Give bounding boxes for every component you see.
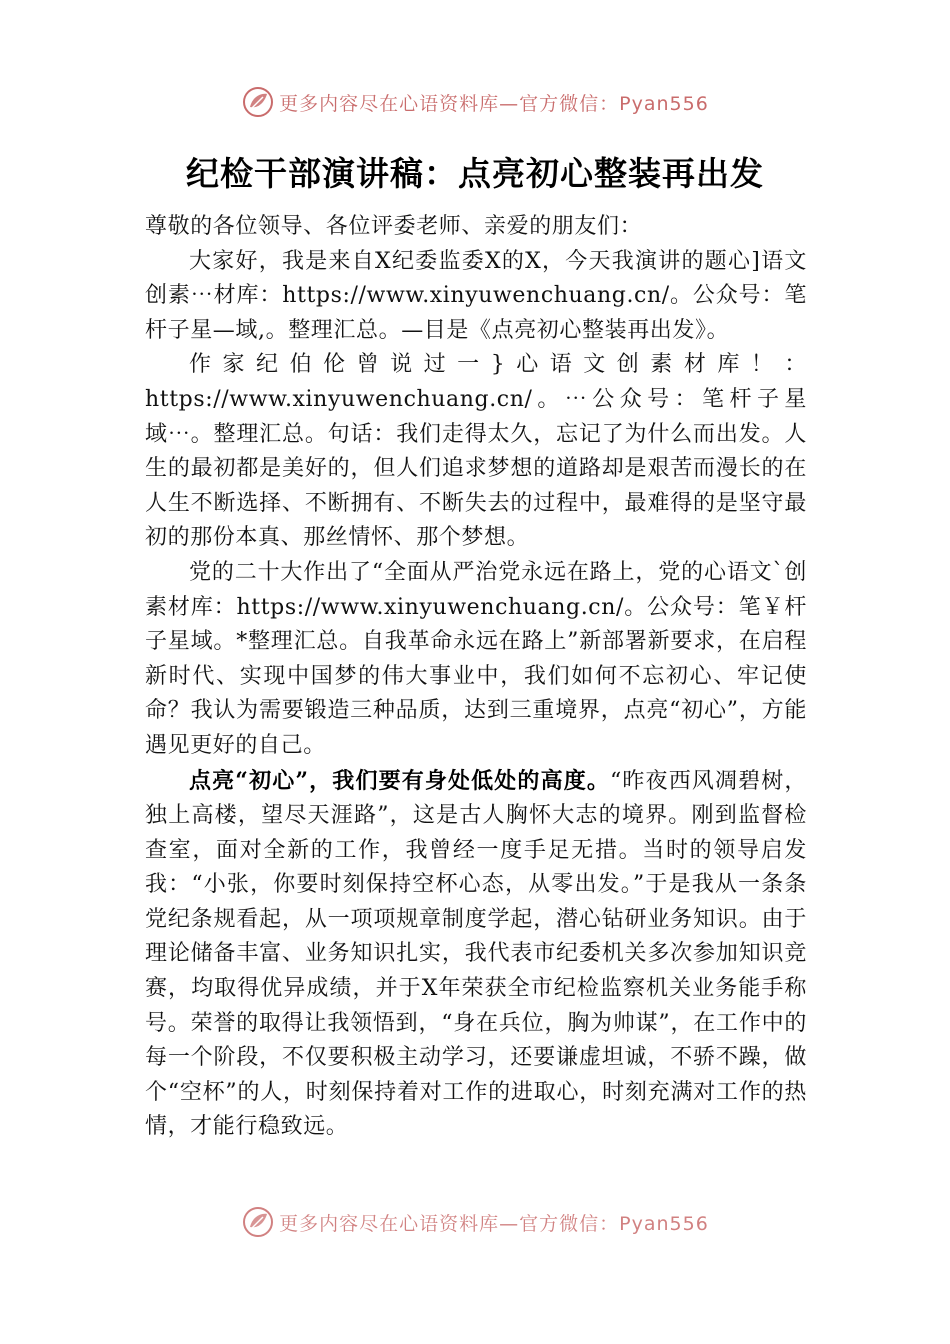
header-banner-text: 更多内容尽在心语资料库—官方微信：Pyan556: [279, 92, 709, 115]
paragraph-4-lead: 点亮“初心”，我们要有身处低处的高度。: [189, 767, 611, 794]
leaf-logo-icon: [241, 1205, 275, 1239]
header-watermark-banner: [0, 80, 950, 124]
document-title: 纪检干部演讲稿：点亮初心整装再出发: [186, 154, 764, 193]
leaf-logo-icon: [241, 85, 275, 119]
footer-watermark-banner: [0, 1200, 950, 1244]
paragraph-1: 大家好，我是来自X纪委监委X的X，今天我演讲的题心]语文创素⋯材库：https://www.xinyuwenchuang.cn/。公众号：笔杆子星—域,。整理汇总。—目是《点亮初心整装再出发》。: [145, 248, 807, 343]
paragraph-4: [145, 764, 807, 1146]
paragraph-4-text: “昨夜西风凋碧树，独上高楼，望尽天涯路”，这是古人胸怀大志的境界。刚到监督检查室，面对全新的工作，我曾经一度手足无措。当时的领导启发我：“小张，你要时刻保持空杯心态，从零出发。”于是我从一条条党纪条规看起，从一项项规章制度学起，潜心钻研业务知识。由于理论储备丰富、业务知识扎实，我代表市纪委机关多次参加知识竞赛，均取得优异成绩，并于X年荣获全市纪检监察机关业务能手称号。荣誉的取得让我领悟到，“身在兵位，胸为帅谋”，在工作中的每一个阶段，不仅要积极主动学习，还要谦虚坦诚，不骄不躁，做个“空杯”的人，时刻保持着对工作的进取心，时刻充满对工作的热情，才能行稳致远。: [145, 768, 807, 1140]
salutation: 尊敬的各位领导、各位评委老师、亲爱的朋友们：: [145, 214, 643, 239]
document-body: [145, 210, 807, 1145]
paragraph-3: 党的二十大作出了“全面从严治党永远在路上，党的心语文`创素材库：https://www.xinyuwenchuang.cn/。公众号：笔￥杆子星域。*整理汇总。自我革命永远在路上”新部署新要求，在启程新时代、实现中国梦的伟大事业中，我们如何不忘初心、牢记使命？我认为需要锻造三种品质，达到三重境界，点亮“初心”，方能遇见更好的自己。: [145, 559, 807, 758]
footer-banner-text: 更多内容尽在心语资料库—官方微信：Pyan556: [279, 1212, 709, 1235]
paragraph-2: 作家纪伯伦曾说过一}心语文创素材库！：https://www.xinyuwenchuang.cn/。⋯公众号：笔杆子星域⋯。整理汇总。句话：我们走得太久，忘记了为什么而出发。人生的最初都是美好的，但人们追求梦想的道路却是艰苦而漫长的在人生不断选择、不断拥有、不断失去的过程中，最难得的是坚守最初的那份本真、那丝情怀、那个梦想。: [145, 352, 807, 551]
